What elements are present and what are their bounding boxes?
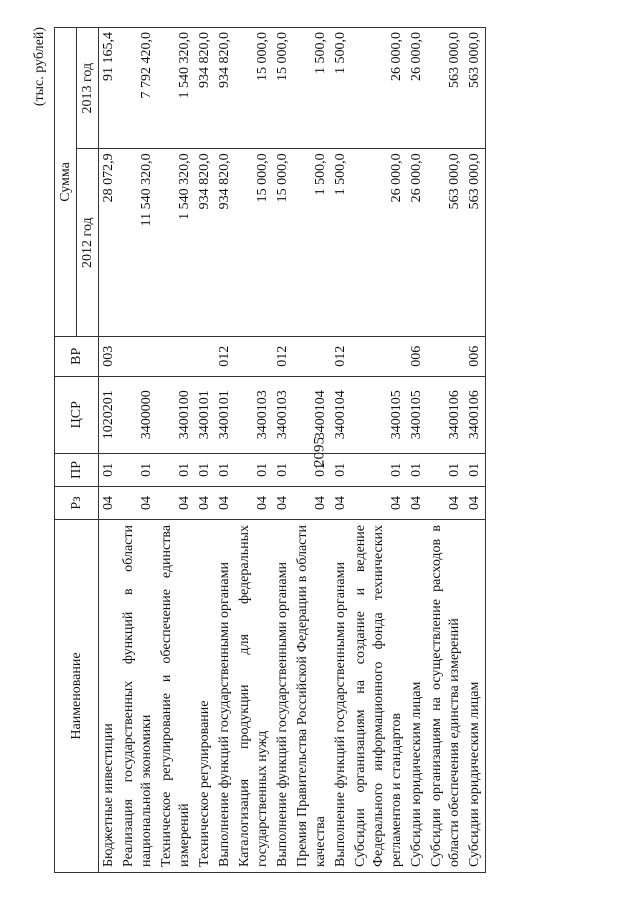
row-vr: 012 — [331, 336, 351, 376]
header-csr: ЦСР — [55, 376, 99, 453]
row-csr: 3400106 — [465, 376, 486, 453]
row-sum-2013: 7 792 420,0 — [119, 28, 157, 149]
row-sum-2013: 91 165,4 — [99, 28, 120, 149]
row-name: Премия Правительства Российской Федерации в области качества — [293, 520, 331, 873]
row-pr: 01 — [427, 453, 465, 486]
table-row — [465, 28, 486, 873]
table-row — [235, 28, 273, 873]
row-csr: 3400100 — [157, 376, 195, 453]
row-csr: 3400105 — [407, 376, 427, 453]
row-vr: 006 — [465, 336, 486, 376]
header-vr: ВР — [55, 336, 99, 376]
row-sum-2012: 1 540 320,0 — [157, 149, 195, 337]
table-row — [427, 28, 465, 873]
header-name: Наименование — [55, 520, 99, 873]
row-sum-2013: 26 000,0 — [407, 28, 427, 149]
rotated-page-content — [32, 27, 598, 873]
row-rz: 04 — [407, 486, 427, 519]
row-rz: 04 — [331, 486, 351, 519]
row-name: Техническое регулирование — [195, 520, 215, 873]
table-row — [407, 28, 427, 873]
row-rz: 04 — [427, 486, 465, 519]
row-sum-2013: 1 540 320,0 — [157, 28, 195, 149]
row-sum-2013: 563 000,0 — [427, 28, 465, 149]
row-pr: 01 — [99, 453, 120, 486]
row-rz: 04 — [195, 486, 215, 519]
row-sum-2012: 563 000,0 — [427, 149, 465, 337]
row-rz: 04 — [99, 486, 120, 519]
row-sum-2012: 26 000,0 — [351, 149, 407, 337]
row-csr: 3400103 — [235, 376, 273, 453]
row-pr: 01 — [119, 453, 157, 486]
row-sum-2013: 1 500,0 — [293, 28, 331, 149]
row-rz: 04 — [235, 486, 273, 519]
row-sum-2013: 15 000,0 — [273, 28, 293, 149]
table-row — [273, 28, 293, 873]
row-rz: 04 — [351, 486, 407, 519]
header-pr: ПР — [55, 453, 99, 486]
row-sum-2013: 15 000,0 — [235, 28, 273, 149]
row-sum-2012: 11 540 320,0 — [119, 149, 157, 337]
row-rz: 04 — [157, 486, 195, 519]
row-sum-2013: 934 820,0 — [215, 28, 235, 149]
row-vr: 006 — [407, 336, 427, 376]
table-row — [195, 28, 215, 873]
row-rz: 04 — [273, 486, 293, 519]
row-sum-2013: 26 000,0 — [351, 28, 407, 149]
table-row — [157, 28, 195, 873]
row-vr — [293, 336, 331, 376]
row-vr: 003 — [99, 336, 120, 376]
header-year-2013: 2013 год — [77, 28, 99, 149]
table-row — [215, 28, 235, 873]
row-sum-2013: 1 500,0 — [331, 28, 351, 149]
row-csr: 3400101 — [195, 376, 215, 453]
row-sum-2012: 1 500,0 — [293, 149, 331, 337]
row-sum-2013: 563 000,0 — [465, 28, 486, 149]
row-name: Субсидии организациям на осуществление расходов в области обеспечения единства измерений — [427, 520, 465, 873]
row-pr: 01 — [293, 453, 331, 486]
row-vr: 012 — [215, 336, 235, 376]
row-vr — [157, 336, 195, 376]
row-csr: 3400106 — [427, 376, 465, 453]
row-name: Выполнение функций государственными органами — [215, 520, 235, 873]
header-sum: Сумма — [55, 28, 77, 337]
row-vr — [119, 336, 157, 376]
row-pr: 01 — [235, 453, 273, 486]
table-row — [293, 28, 331, 873]
row-csr: 3400104 — [331, 376, 351, 453]
row-sum-2012: 934 820,0 — [215, 149, 235, 337]
row-name: Бюджетные инвестиции — [99, 520, 120, 873]
row-csr: 3400105 — [351, 376, 407, 453]
row-name: Техническое регулирование и обеспечение единства измерений — [157, 520, 195, 873]
row-name: Субсидии юридическим лицам — [465, 520, 486, 873]
row-sum-2012: 1 500,0 — [331, 149, 351, 337]
row-pr: 01 — [351, 453, 407, 486]
row-pr: 01 — [195, 453, 215, 486]
row-rz: 04 — [293, 486, 331, 519]
row-name: Каталогизация продукции для федеральных государственных нужд — [235, 520, 273, 873]
row-csr: 3400000 — [119, 376, 157, 453]
row-rz: 04 — [215, 486, 235, 519]
row-vr — [235, 336, 273, 376]
row-vr: 012 — [273, 336, 293, 376]
unit-label: (тыс. рублей) — [32, 27, 47, 107]
row-sum-2012: 28 072,9 — [99, 149, 120, 337]
budget-table — [54, 27, 486, 873]
row-vr — [195, 336, 215, 376]
row-name: Субсидии юридическим лицам — [407, 520, 427, 873]
table-row — [119, 28, 157, 873]
row-pr: 01 — [273, 453, 293, 486]
row-sum-2012: 15 000,0 — [235, 149, 273, 337]
row-name: Выполнение функций государственными органами — [273, 520, 293, 873]
row-sum-2012: 15 000,0 — [273, 149, 293, 337]
row-rz: 04 — [465, 486, 486, 519]
table-row — [351, 28, 407, 873]
row-csr: 3400104 — [293, 376, 331, 453]
table-body — [99, 28, 486, 873]
row-pr: 01 — [157, 453, 195, 486]
table-row — [331, 28, 351, 873]
row-name: Реализация государственных функций в области национальной экономики — [119, 520, 157, 873]
table-row — [99, 28, 120, 873]
row-csr: 3400101 — [215, 376, 235, 453]
row-vr — [351, 336, 407, 376]
page-number-text: 2095 — [311, 437, 328, 467]
table-header — [55, 28, 99, 873]
row-csr: 3400103 — [273, 376, 293, 453]
row-name: Субсидии организациям на создание и ведение Федерального информационного фонда технических регламентов и стандартов — [351, 520, 407, 873]
row-name: Выполнение функций государственными органами — [331, 520, 351, 873]
row-rz: 04 — [119, 486, 157, 519]
header-year-2012: 2012 год — [77, 149, 99, 337]
row-sum-2012: 934 820,0 — [195, 149, 215, 337]
row-pr: 01 — [465, 453, 486, 486]
row-pr: 01 — [215, 453, 235, 486]
row-pr: 01 — [407, 453, 427, 486]
row-csr: 1020201 — [99, 376, 120, 453]
header-rz: Рз — [55, 486, 99, 519]
row-vr — [427, 336, 465, 376]
row-pr: 01 — [331, 453, 351, 486]
row-sum-2013: 934 820,0 — [195, 28, 215, 149]
row-sum-2012: 26 000,0 — [407, 149, 427, 337]
row-sum-2012: 563 000,0 — [465, 149, 486, 337]
